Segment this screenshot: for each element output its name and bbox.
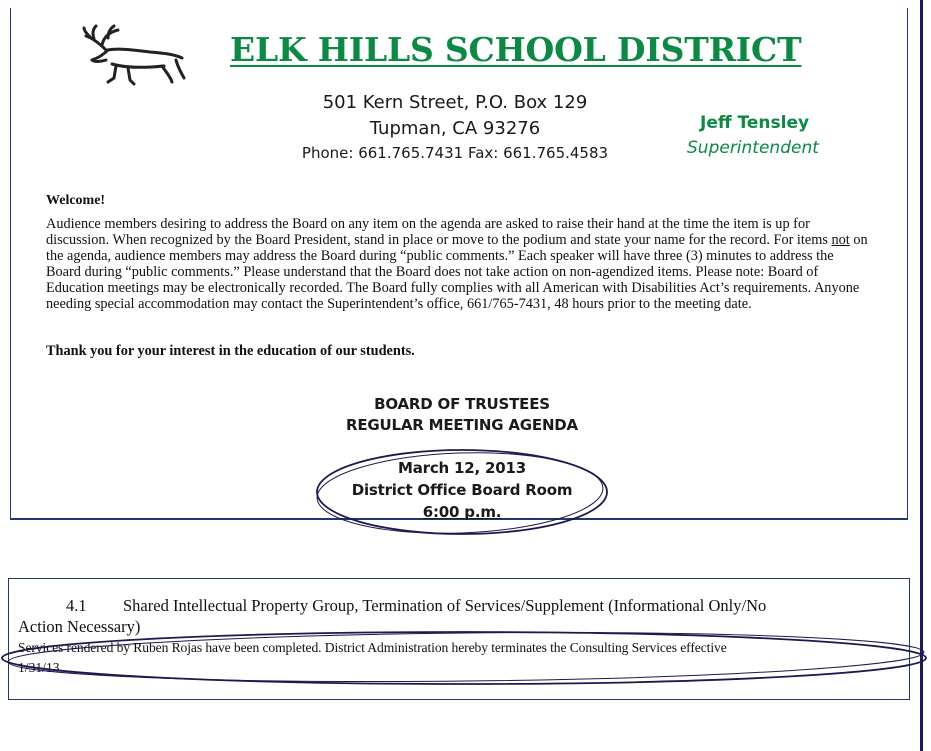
welcome-text-underlined: not [831,232,850,248]
item-number: 4.1 [66,596,87,615]
address-city: Tupman, CA 93276 [369,118,541,139]
superintendent-title: Superintendent [687,138,819,158]
welcome-text-part2: on the agenda, audience members may address the Board during “public comments.” Each speaker will have three (3) minutes to address the Board during “public comments.” Please understand that the Board does not take action on non-agendized items. Please note: Board of Education meetings may be electronically recorded. The Board fully complies with all American with Disabilities Act’s requirements. Anyone needing special accommodation may contact the Superintendent’s office, 661/765-7431, 48 hours prior to the meeting date. [46,232,868,312]
superintendent-name: Jeff Tensley [700,113,810,133]
welcome-text-part1: Audience members desiring to address the Board on any item on the agenda are asked to raise their hand at the time the item is up for discussion. When recognized by the Board President, stand in place or move to the podium and state your name for the record. For items [46,216,832,248]
item-title: Shared Intellectual Property Group, Termination of Services/Supplement (Informational Only/No [123,596,767,615]
item-title-continued: Action Necessary) [18,617,141,636]
welcome-paragraph [46,216,870,312]
meeting-location: District Office Board Room [351,481,573,499]
item-body-continued: 1/31/13. [18,660,63,675]
address-street: 501 Kern Street, P.O. Box 129 [322,92,588,113]
meeting-time: 6:00 p.m. [422,503,502,521]
phone-fax: Phone: 661.765.7431 Fax: 661.765.4583 [301,144,609,162]
meeting-agenda-heading: REGULAR MEETING AGENDA [346,416,578,434]
district-name: ELK HILLS SCHOOL DISTRICT [230,30,802,69]
meeting-date: March 12, 2013 [398,459,526,477]
elk-logo-icon [78,20,188,92]
welcome-heading: Welcome! [46,193,106,208]
page-edge-rule [920,0,923,751]
board-of-trustees-heading: BOARD OF TRUSTEES [374,395,550,413]
item-body: Services rendered by Ruben Rojas have been completed. District Administration hereby terminates the Consulting Services effective [18,640,727,655]
thank-you-line: Thank you for your interest in the education of our students. [46,343,415,359]
